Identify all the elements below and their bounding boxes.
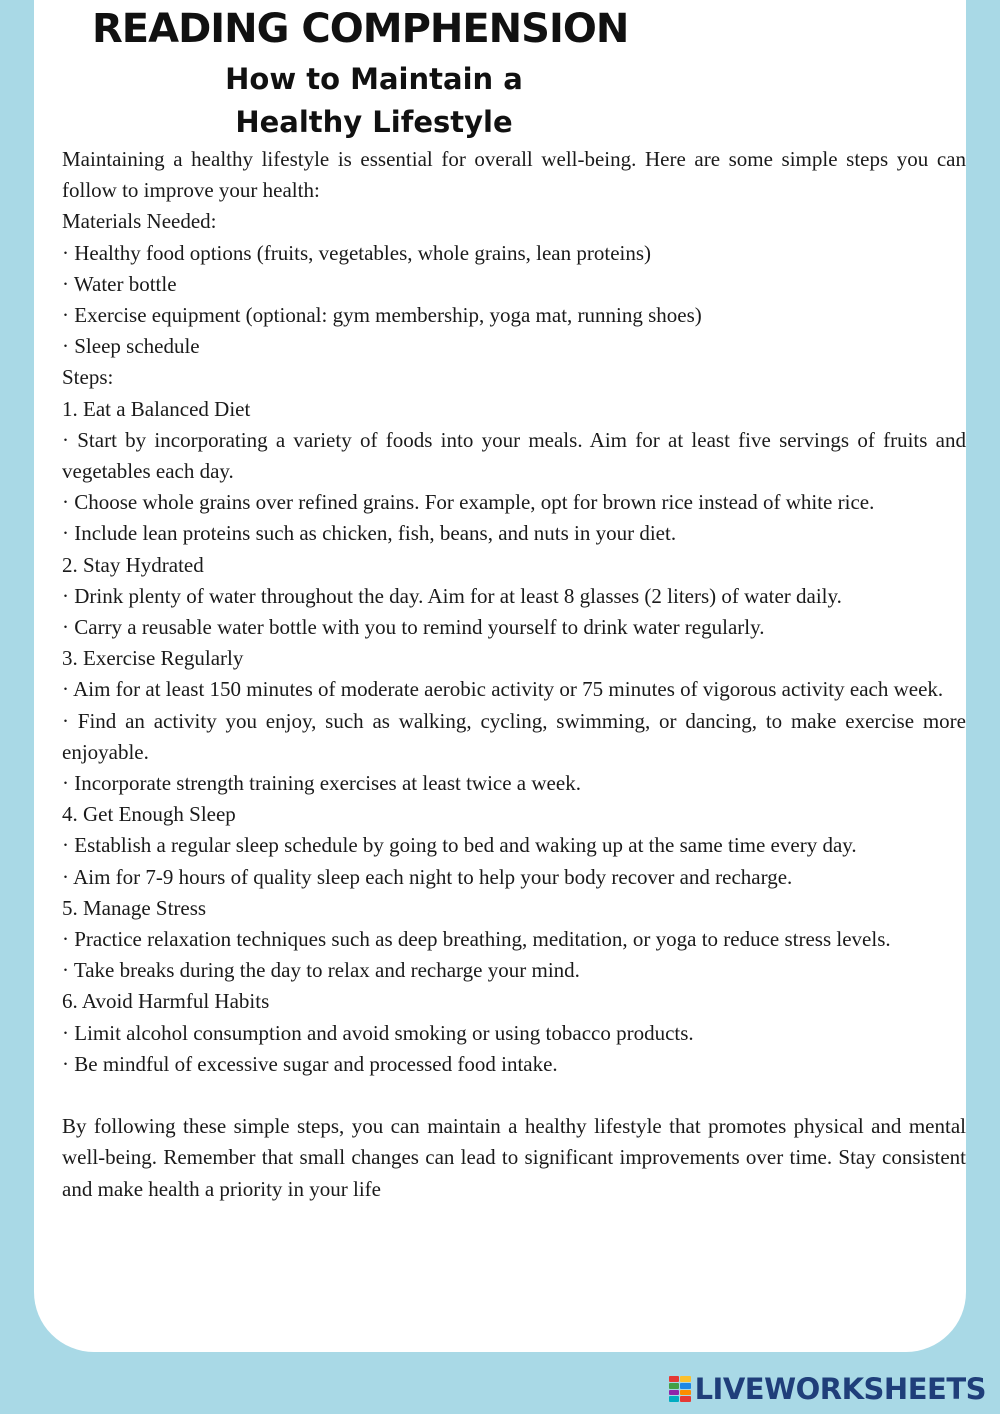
logo-tile [680,1396,691,1402]
logo-tile [669,1390,680,1396]
intro-paragraph: Maintaining a healthy lifestyle is essential for overall well-being. Here are some simple steps you can follow to improve your health: [62,147,966,203]
brand-name: LIVEWORKSHEETS [694,1372,986,1406]
step-point: · Find an activity you enjoy, such as walking, cycling, swimming, or dancing, to make exercise more enjoyable. [62,708,966,764]
step-point: · Carry a reusable water bottle with you to remind yourself to drink water regularly. [62,615,765,640]
step-point: · Practice relaxation techniques such as deep breathing, meditation, or yoga to reduce stress levels. [62,927,891,952]
logo-tile [680,1376,691,1382]
step-point: · Take breaks during the day to relax and recharge your mind. [62,958,580,983]
page-title: READING COMPHENSION [92,6,629,52]
step-title: 5. Manage Stress [62,895,207,920]
step-point: · Drink plenty of water throughout the day. Aim for at least 8 glasses (2 liters) of water daily. [62,583,842,608]
materials-item: · Sleep schedule [62,334,200,359]
step-title: 1. Eat a Balanced Diet [62,396,251,421]
conclusion-paragraph: By following these simple steps, you can maintain a healthy lifestyle that promotes physical and mental well-being. Remember that small changes can lead to significant improvements over time. Stay consistent and make health a priority in your life [62,1114,966,1201]
materials-item: · Water bottle [62,271,177,296]
liveworksheets-logo-icon [669,1376,691,1402]
step-title: 3. Exercise Regularly [62,646,244,671]
logo-tile [669,1376,680,1382]
step-point: · Aim for at least 150 minutes of moderate aerobic activity or 75 minutes of vigorous activity each week. [62,677,944,702]
step-point: · Choose whole grains over refined grains. For example, opt for brown rice instead of white rice. [62,490,875,515]
step-title: 2. Stay Hydrated [62,552,204,577]
paragraph-spacer [62,1080,966,1111]
step-point: · Start by incorporating a variety of foods into your meals. Aim for at least five servings of fruits and vegetables each day. [62,427,966,484]
step-point: · Aim for 7-9 hours of quality sleep each night to help your body recover and recharge. [62,864,793,889]
step-title: 4. Get Enough Sleep [62,802,236,827]
materials-item: · Healthy food options (fruits, vegetables, whole grains, lean proteins) [62,240,652,265]
steps-heading: Steps: [62,365,114,390]
logo-tile [669,1383,680,1389]
materials-heading: Materials Needed: [62,209,217,234]
logo-tile [680,1383,691,1389]
step-point: · Establish a regular sleep schedule by going to bed and waking up at the same time every day. [62,833,857,858]
step-point: · Be mindful of excessive sugar and processed food intake. [62,1051,558,1076]
logo-tile [680,1390,691,1396]
logo-tile [669,1396,680,1402]
liveworksheets-brand[interactable] [669,1372,986,1406]
reading-passage [62,144,966,1205]
step-title: 6. Avoid Harmful Habits [62,989,270,1014]
step-point: · Limit alcohol consumption and avoid smoking or using tobacco products. [62,1020,694,1045]
page-subtitle: How to Maintain a Healthy Lifestyle [225,62,523,139]
step-point: · Incorporate strength training exercises at least twice a week. [62,771,581,796]
step-point: · Include lean proteins such as chicken, fish, beans, and nuts in your diet. [62,521,677,546]
materials-item: · Exercise equipment (optional: gym membership, yoga mat, running shoes) [62,303,702,328]
